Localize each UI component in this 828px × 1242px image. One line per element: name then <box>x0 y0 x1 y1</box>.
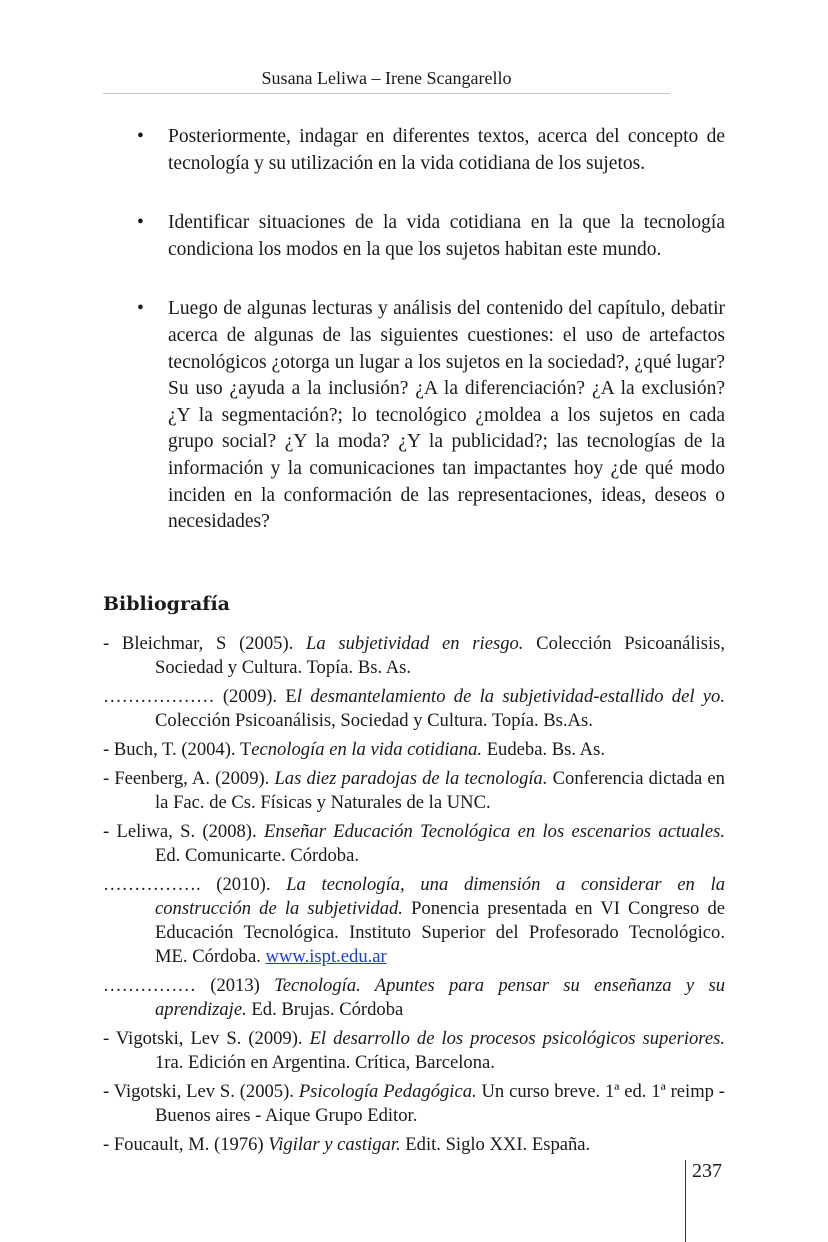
bullet-icon: • <box>137 212 144 234</box>
entry-author: ……………. (2010). <box>103 873 287 895</box>
entry-title: Psicología Pedagógica. <box>298 1081 477 1103</box>
entry-details: Conferencia dictada en la Fac. de Cs. Físicas y Naturales de la UNC. <box>155 767 725 813</box>
entry-details: Ponencia presentada en VI Congreso de Educación Tecnológica. Instituto Superior del Profesorado Tecnológico. ME. Córdoba. <box>155 898 725 968</box>
entry-details: 1ra. Edición en Argentina. Crítica, Barcelona. <box>155 1052 495 1074</box>
bibliography-entry <box>103 632 725 680</box>
entry-author: - Foucault, M. (1976) <box>103 1134 269 1156</box>
entry-details: Un curso breve. 1ª ed. 1ª reimp - Buenos aires - Aique Grupo Editor. <box>155 1081 725 1127</box>
list-item <box>135 296 725 535</box>
running-header: Susana Leliwa – Irene Scangarello <box>103 68 670 94</box>
bullet-icon: • <box>137 298 144 320</box>
ispt-website-link[interactable]: www.ispt.edu.ar <box>265 946 387 968</box>
entry-title: La subjetividad en riesgo. <box>306 633 524 654</box>
list-item-text: Identificar situaciones de la vida cotidiana en la que la tecnología condiciona los modos en la que los sujetos habitan este mundo. <box>168 212 725 260</box>
entry-details: Ed. Comunicarte. Córdoba. <box>155 845 359 866</box>
page-number-divider <box>685 1160 686 1242</box>
bibliography-entry <box>103 1080 725 1128</box>
entry-author: - Bleichmar, S (2005). <box>103 633 307 654</box>
entry-title: Las diez paradojas de la tecnología. <box>274 767 548 789</box>
entry-title: La tecnología, una dimensión a considerar en la construcción de la subjetividad. <box>155 873 725 919</box>
bibliography-entry <box>103 767 725 815</box>
entry-details: Colección Psicoanálisis, Sociedad y Cultura. Topía. Bs.As. <box>155 710 593 732</box>
bullet-icon: • <box>137 126 144 147</box>
page-number: 237 <box>692 1160 722 1182</box>
bibliography-entry <box>103 738 725 762</box>
bibliography-list <box>103 632 725 1162</box>
list-item-text: Posteriormente, indagar en diferentes textos, acerca del concepto de tecnología y su utilización en la vida cotidiana de los sujetos. <box>168 126 725 174</box>
entry-title: Vigilar y castigar. <box>268 1134 401 1156</box>
entry-author: - Vigotski, Lev S. (2005). <box>103 1081 299 1103</box>
bibliography-heading: Bibliografía <box>103 593 230 615</box>
entry-title: ecnología en la vida cotidiana. <box>251 739 483 760</box>
entry-author: …………… (2013) <box>103 975 275 997</box>
bibliography-entry <box>103 1133 725 1157</box>
list-item <box>135 210 725 263</box>
entry-details: Colección Psicoanálisis, Sociedad y Cultura. Topía. Bs. As. <box>155 633 725 679</box>
list-item-text: Luego de algunas lecturas y análisis del contenido del capítulo, debatir acerca de algunas de las siguientes cuestiones: el uso de artefactos tecnológicos ¿otorga un lugar a los sujetos en la sociedad?, ¿qué lugar? Su uso ¿ayuda a la inclusión? ¿A la diferenciación? ¿A la exclusión? ¿Y la segmentación?; lo tecnológico ¿moldea a los sujetos en cada grupo social? ¿Y la moda? ¿Y la publicidad?; las tecnologías de la información y la comunicaciones tan impactantes hoy ¿de qué modo inciden en la conformación de las representaciones, ideas, deseos o necesidades? <box>168 298 725 533</box>
entry-details: Eudeba. Bs. As. <box>482 739 605 760</box>
entry-title: El desarrollo de los procesos psicológicos superiores. <box>309 1028 725 1050</box>
entry-title: l desmantelamiento de la subjetividad-estallido del yo. <box>296 686 726 707</box>
entry-author: - Buch, T. (2004). T <box>103 739 252 760</box>
bibliography-entry <box>103 685 725 733</box>
entry-author: - Feenberg, A. (2009). <box>103 767 275 789</box>
bibliography-entry <box>103 1027 725 1075</box>
activity-list <box>135 124 725 569</box>
entry-author: - Leliwa, S. (2008). <box>103 820 264 842</box>
bibliography-entry <box>103 820 725 868</box>
entry-details: Ed. Brujas. Córdoba <box>246 999 404 1021</box>
entry-title: Tecnología. Apuntes para pensar su enseñanza y su aprendizaje. <box>155 975 725 1021</box>
entry-author: - Vigotski, Lev S. (2009). <box>103 1028 310 1050</box>
list-item <box>135 124 725 177</box>
entry-author: ……………… (2009). E <box>103 686 297 707</box>
entry-details: Edit. Siglo XXI. España. <box>400 1134 591 1156</box>
bibliography-entry <box>103 873 725 970</box>
bibliography-entry <box>103 974 725 1022</box>
entry-title: Enseñar Educación Tecnológica en los escenarios actuales. <box>263 820 725 842</box>
